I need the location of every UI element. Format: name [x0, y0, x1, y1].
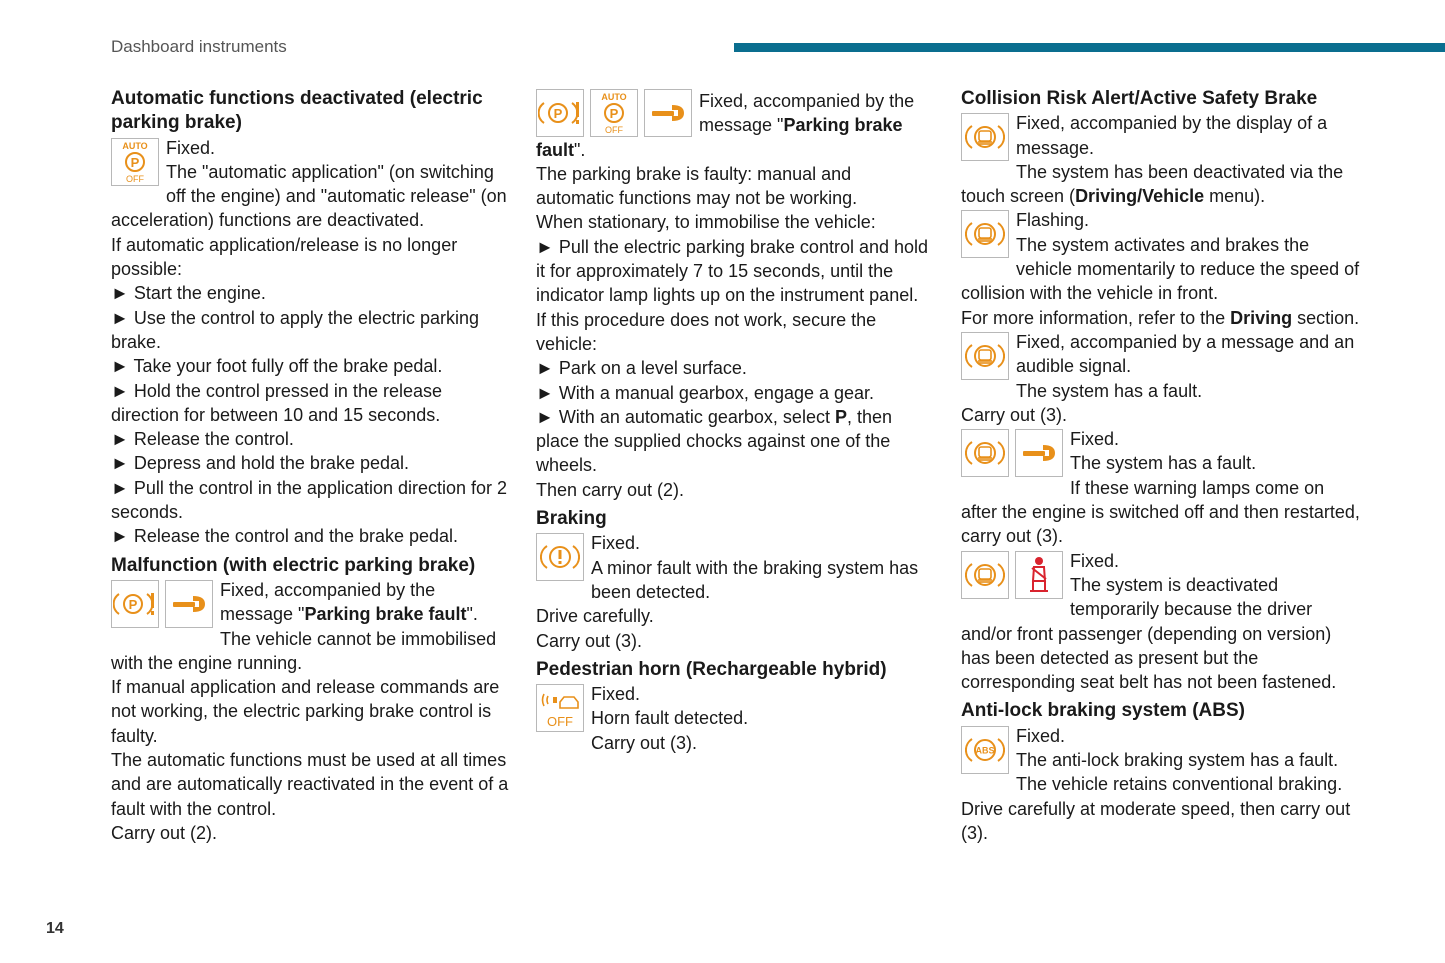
bullet-item: ► Pull the electric parking brake control and hold it for approximately 7 to 15 seconds, until the indicator lamp lights up on the instrument panel. [536, 236, 929, 306]
icon-group [961, 210, 1009, 258]
text-line: Carry out (3). [961, 404, 1068, 425]
icon-group [111, 580, 213, 628]
wrench-icon [644, 89, 692, 137]
text-line: Fixed. [166, 137, 216, 158]
icon-group [111, 138, 159, 186]
abs-icon [961, 726, 1009, 774]
text-line: The system has a fault. [1070, 453, 1257, 474]
svg-text:OFF: OFF [547, 714, 573, 730]
icon-group [961, 332, 1009, 380]
collision-alert-icon [961, 113, 1009, 161]
icon-group [536, 533, 584, 581]
section-title-malfunction: Malfunction (with electric parking brake) [111, 554, 476, 576]
text-line: For more information, refer to the Driving section. [961, 307, 1360, 328]
text-line: The anti-lock braking system has a fault. [1016, 750, 1339, 771]
column-right [961, 87, 1361, 845]
text-line: Fixed, accompanied by a message and an audible signal. [1016, 331, 1355, 377]
svg-text:OFF: OFF [605, 125, 623, 135]
text-line: Then carry out (2). [536, 479, 685, 500]
text-line: Fixed. [1070, 550, 1120, 571]
section-title-pedestrian-horn: Pedestrian horn (Rechargeable hybrid) [536, 658, 887, 680]
column-middle [536, 87, 931, 755]
bullet-item: ► Start the engine. [111, 283, 266, 304]
svg-text:P: P [609, 106, 619, 121]
collision-alert-icon [961, 332, 1009, 380]
bullet-item: ► Use the control to apply the electric parking brake. [111, 307, 479, 352]
text-line: Fixed, accompanied by the message "Parking brake fault". [220, 579, 478, 625]
text-line: A minor fault with the braking system has been detected. [591, 557, 919, 602]
icon-group [536, 684, 584, 732]
page-header-title: Dashboard instruments [111, 37, 287, 56]
bullet-item: ► Pull the control in the application direction for 2 seconds. [111, 477, 508, 523]
collision-alert-icon [961, 551, 1009, 599]
bullet-item: ► Release the control and the brake pedal. [111, 526, 459, 547]
text-line: Fixed. [591, 533, 641, 554]
text-line: The system activates and brakes the vehicle momentarily to reduce the speed of collision with the vehicle in front. [961, 234, 1360, 304]
text-line: The vehicle retains conventional braking. [1016, 774, 1343, 795]
collision-alert-icon [961, 210, 1009, 258]
section-title-collision-alert: Collision Risk Alert/Active Safety Brake [961, 88, 1318, 109]
icon-group [536, 89, 692, 137]
text-line: The vehicle cannot be immobilised with the engine running. [111, 628, 497, 673]
bullet-item: ► Park on a level surface. [536, 358, 747, 379]
text-line: If these warning lamps come on after the engine is switched off and then restarted, carry out (3). [961, 477, 1360, 547]
icon-group [961, 551, 1063, 599]
text-line: Fixed, accompanied by the message "Parking brake fault". [536, 91, 915, 160]
text-line: If manual application and release commands are not working, the electric parking brake control is faulty. [111, 677, 500, 746]
text-line: Carry out (3). [536, 630, 643, 651]
seatbelt-passenger-icon [1015, 551, 1063, 599]
text-line: The system is deactivated temporarily because the driver and/or front passenger (depending on version) has been detected as present but the corresponding seat belt has not been fastened. [961, 574, 1337, 693]
text-line: Fixed. [1016, 725, 1066, 746]
collision-alert-icon [961, 429, 1009, 477]
text-line: If this procedure does not work, secure the vehicle: [536, 309, 877, 354]
bullet-item: ► With an automatic gearbox, select P, then place the supplied chocks against one of the wheels. [536, 406, 893, 476]
brake-warning-icon [536, 533, 584, 581]
text-line: The system has a fault. [1016, 380, 1203, 401]
bullet-item: ► Hold the control pressed in the release direction for between 10 and 15 seconds. [111, 380, 442, 425]
text-line: Drive carefully. [536, 606, 654, 627]
bullet-item: ► Release the control. [111, 429, 294, 450]
text-line: Carry out (2). [111, 822, 218, 843]
auto-off-parking-icon [590, 89, 638, 137]
parking-brake-fault-icon [536, 89, 584, 137]
text-line: The automatic functions must be used at all times and are automatically reactivated in the event of a fault with the control. [111, 750, 509, 819]
text-line: Fixed, accompanied by the display of a message. [1016, 113, 1328, 158]
svg-text:P: P [553, 106, 563, 121]
icon-group [961, 429, 1063, 477]
text-line: The parking brake is faulty: manual and automatic functions may not be working. [536, 163, 858, 209]
auto-off-parking-icon [111, 138, 159, 186]
bullet-item: ► Take your foot fully off the brake pedal. [111, 356, 443, 377]
text-line: Carry out (3). [591, 732, 698, 753]
parking-brake-fault-icon [111, 580, 159, 628]
icon-group [961, 113, 1009, 161]
bullet-item: ► With a manual gearbox, engage a gear. [536, 382, 875, 403]
wrench-icon [1015, 429, 1063, 477]
column-left [111, 87, 511, 845]
page-number: 14 [46, 920, 64, 937]
header-accent-bar [734, 43, 1445, 52]
section-title-abs: Anti-lock braking system (ABS) [961, 700, 1245, 722]
pedestrian-horn-off-icon [536, 684, 584, 732]
svg-text:OFF: OFF [126, 173, 144, 184]
icon-group [961, 726, 1009, 774]
text-line: Drive carefully at moderate speed, then carry out (3). [961, 798, 1351, 843]
wrench-icon [165, 580, 213, 628]
section-title-braking: Braking [536, 508, 607, 530]
text-line: If automatic application/release is no longer possible: [111, 234, 458, 280]
bullet-item: ► Depress and hold the brake pedal. [111, 453, 410, 474]
svg-text:P: P [130, 154, 140, 170]
svg-text:AUTO: AUTO [122, 140, 148, 151]
text-line: When stationary, to immobilise the vehicle: [536, 212, 876, 233]
svg-text:ABS: ABS [975, 745, 995, 756]
text-line: Horn fault detected. [591, 708, 749, 729]
text-line: Flashing. [1016, 210, 1090, 231]
text-line: Fixed. [591, 684, 641, 705]
svg-text:P: P [128, 596, 138, 612]
svg-text:AUTO: AUTO [601, 92, 627, 102]
text-line: The system has been deactivated via the touch screen (Driving/Vehicle menu). [961, 161, 1344, 207]
section-title-auto-functions: Automatic functions deactivated (electric parking brake) [111, 88, 483, 134]
text-line: Fixed. [1070, 429, 1120, 450]
text-line: The "automatic application" (on switching off the engine) and "automatic release" (on acceleration) functions are deactivated. [111, 161, 507, 231]
